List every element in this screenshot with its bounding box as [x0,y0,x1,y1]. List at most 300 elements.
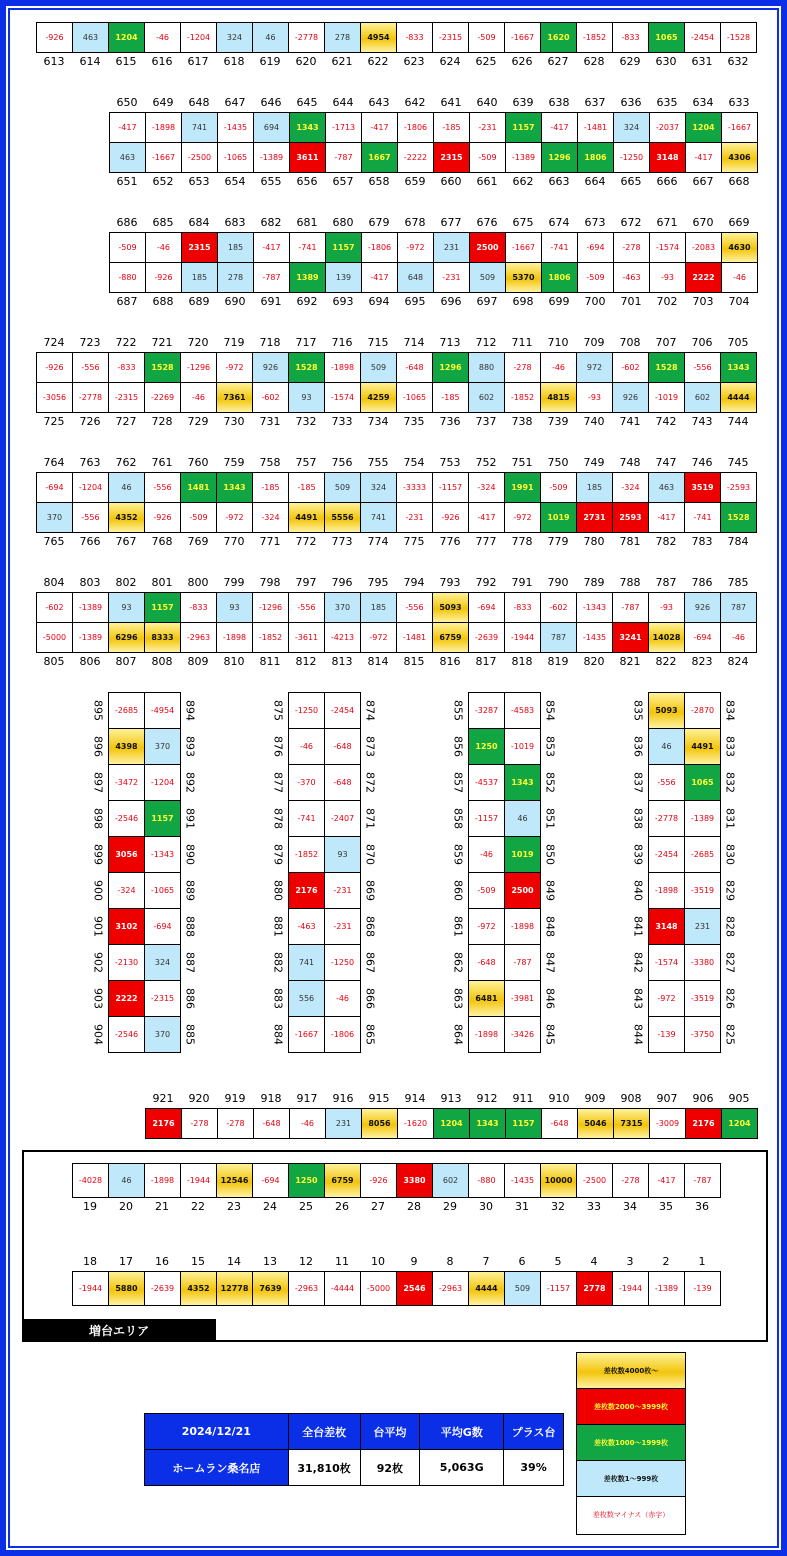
machine-number: 754 [403,455,425,469]
machine-cell: 972 [576,352,613,383]
machine-number: 890 [183,843,197,865]
machine-cell: 509 [360,352,397,383]
machine-cell: -509 [468,22,505,53]
machine-cell: -972 [648,980,685,1017]
machine-number: 617 [187,54,209,68]
machine-cell: -46 [468,836,505,873]
machine-cell: 2500 [504,872,541,909]
extension-area-box [22,1150,768,1342]
machine-cell: -2639 [468,622,505,653]
machine-cell: -926 [144,502,181,533]
machine-cell: 1481 [180,472,217,503]
machine-cell: 5370 [505,262,542,293]
machine-cell: 1250 [288,1163,325,1198]
machine-number: 18 [83,1254,97,1268]
machine-number: 896 [91,735,105,757]
machine-cell: 2222 [685,262,722,293]
machine-number: 661 [476,174,498,188]
machine-cell: 741 [288,944,325,981]
machine-number: 697 [476,294,498,308]
machine-number: 844 [631,1023,645,1045]
machine-cell: -2778 [72,382,109,413]
legend-item-1000: 差枚数1000～1999枚 [577,1425,685,1461]
machine-number: 657 [332,174,354,188]
summary-header-average: 台平均 [360,1414,420,1450]
machine-cell: -1620 [397,1108,434,1139]
machine-number: 34 [623,1199,637,1213]
machine-number: 746 [691,455,713,469]
machine-cell: 1157 [505,112,542,143]
machine-number: 2 [662,1254,670,1268]
machine-cell: 6759 [432,622,469,653]
machine-number: 833 [723,735,737,757]
machine-number: 718 [259,335,281,349]
machine-cell: -1296 [252,592,289,623]
machine-number: 15 [191,1254,205,1268]
machine-number: 919 [224,1091,246,1105]
machine-number: 738 [511,414,533,428]
machine-number: 650 [116,95,138,109]
machine-cell: -509 [577,262,614,293]
machine-cell: 2593 [612,502,649,533]
machine-number: 14 [227,1254,241,1268]
machine-number: 824 [727,654,749,668]
machine-cell: -1065 [217,142,254,173]
summary-value-average: 92枚 [360,1450,420,1486]
machine-number: 676 [476,215,498,229]
machine-number: 854 [543,699,557,721]
machine-cell: -93 [648,592,685,623]
machine-cell: -5000 [360,1271,397,1306]
machine-number: 815 [403,654,425,668]
machine-number: 816 [439,654,461,668]
machine-cell: -139 [648,1016,685,1053]
machine-number: 682 [260,215,282,229]
machine-cell: -741 [289,232,326,263]
machine-cell: -46 [145,232,182,263]
machine-cell: 463 [109,142,146,173]
machine-cell: -1944 [504,622,541,653]
machine-cell: -46 [144,22,181,53]
machine-cell: -3519 [684,980,721,1017]
machine-cell: -1852 [576,22,613,53]
machine-cell: 185 [576,472,613,503]
machine-number: 820 [583,654,605,668]
machine-number: 627 [547,54,569,68]
machine-number: 6 [518,1254,526,1268]
machine-cell: 787 [540,622,577,653]
machine-cell: -2454 [684,22,721,53]
machine-number: 772 [295,534,317,548]
machine-number: 12 [299,1254,313,1268]
machine-number: 659 [404,174,426,188]
machine-number: 865 [363,1023,377,1045]
machine-cell: -1481 [396,622,433,653]
machine-number: 618 [223,54,245,68]
machine-number: 733 [331,414,353,428]
machine-number: 726 [79,414,101,428]
machine-number: 3 [626,1254,634,1268]
machine-number: 702 [656,294,678,308]
machine-cell: -3981 [504,980,541,1017]
machine-number: 639 [512,95,534,109]
machine-number: 652 [152,174,174,188]
machine-cell: 2731 [576,502,613,533]
machine-number: 674 [548,215,570,229]
machine-number: 838 [631,807,645,829]
machine-cell: -694 [252,1163,289,1198]
machine-number: 892 [183,771,197,793]
machine-cell: -185 [432,382,469,413]
machine-number: 840 [631,879,645,901]
machine-number: 788 [619,575,641,589]
machine-number: 878 [271,807,285,829]
machine-number: 862 [451,951,465,973]
machine-number: 742 [655,414,677,428]
machine-number: 809 [187,654,209,668]
machine-number: 651 [116,174,138,188]
machine-cell: 1620 [540,22,577,53]
machine-cell: 1528 [288,352,325,383]
machine-number: 739 [547,414,569,428]
machine-number: 750 [547,455,569,469]
machine-cell: 648 [397,262,434,293]
machine-cell: 463 [72,22,109,53]
machine-cell: 926 [612,382,649,413]
summary-header-plus-rate: プラス台 [504,1414,564,1450]
machine-number: 808 [151,654,173,668]
summary-table [144,1413,564,1486]
machine-cell: -324 [108,872,145,909]
machine-cell: -833 [108,352,145,383]
machine-number: 839 [631,843,645,865]
machine-cell: -556 [684,352,721,383]
machine-cell: 93 [324,836,361,873]
machine-number: 762 [115,455,137,469]
machine-number: 751 [511,455,533,469]
machine-number: 624 [439,54,461,68]
machine-number: 880 [271,879,285,901]
machine-cell: -972 [216,502,253,533]
machine-number: 35 [659,1199,673,1213]
machine-cell: 4630 [721,232,758,263]
machine-number: 724 [43,335,65,349]
machine-number: 7 [482,1254,490,1268]
machine-number: 706 [691,335,713,349]
machine-cell: 602 [684,382,721,413]
machine-number: 671 [656,215,678,229]
machine-cell: -1389 [505,142,542,173]
machine-cell: 7361 [216,382,253,413]
machine-number: 711 [511,335,533,349]
machine-number: 698 [512,294,534,308]
machine-number: 800 [187,575,209,589]
machine-cell: 1528 [648,352,685,383]
machine-cell: -139 [684,1271,721,1306]
machine-cell: -1157 [432,472,469,503]
machine-cell: 3148 [648,908,685,945]
machine-number: 620 [295,54,317,68]
machine-cell: -1574 [324,382,361,413]
machine-cell: -1667 [145,142,182,173]
machine-cell: -1852 [252,622,289,653]
machine-cell: 694 [253,112,290,143]
machine-cell: -2546 [108,800,145,837]
machine-number: 654 [224,174,246,188]
machine-number: 17 [119,1254,133,1268]
machine-cell: -1481 [577,112,614,143]
machine-cell: -1019 [504,728,541,765]
machine-cell: -278 [181,1108,218,1139]
machine-cell: -4444 [324,1271,361,1306]
machine-number: 29 [443,1199,457,1213]
machine-number: 728 [151,414,173,428]
machine-cell: 1343 [720,352,757,383]
machine-number: 16 [155,1254,169,1268]
machine-number: 799 [223,575,245,589]
summary-header-avg-games: 平均G数 [420,1414,504,1450]
machine-cell: -556 [72,502,109,533]
machine-number: 748 [619,455,641,469]
machine-cell: -417 [253,232,290,263]
machine-cell: 2500 [469,232,506,263]
machine-number: 20 [119,1199,133,1213]
machine-number: 631 [691,54,713,68]
machine-cell: -463 [613,262,650,293]
machine-number: 691 [260,294,282,308]
machine-cell: -3750 [684,1016,721,1053]
machine-cell: -972 [468,908,505,945]
machine-number: 807 [115,654,137,668]
machine-number: 10 [371,1254,385,1268]
machine-number: 858 [451,807,465,829]
machine-cell: 1343 [504,764,541,801]
machine-cell: -1065 [144,872,181,909]
machine-number: 741 [619,414,641,428]
machine-cell: 370 [36,502,73,533]
machine-number: 680 [332,215,354,229]
machine-number: 752 [475,455,497,469]
machine-number: 715 [367,335,389,349]
machine-cell: 46 [504,800,541,837]
machine-number: 787 [655,575,677,589]
machine-number: 642 [404,95,426,109]
machine-cell: 1157 [144,800,181,837]
machine-cell: 12778 [216,1271,253,1306]
machine-number: 902 [91,951,105,973]
machine-number: 753 [439,455,461,469]
machine-cell: -3287 [468,692,505,729]
machine-cell: -972 [397,232,434,263]
machine-number: 778 [511,534,533,548]
machine-number: 669 [728,215,750,229]
machine-number: 823 [691,654,713,668]
machine-number: 794 [403,575,425,589]
machine-number: 640 [476,95,498,109]
machine-number: 780 [583,534,605,548]
machine-cell: -46 [288,728,325,765]
machine-cell: 2176 [685,1108,722,1139]
machine-cell: 1157 [325,232,362,263]
machine-number: 853 [543,735,557,757]
machine-cell: -1944 [612,1271,649,1306]
machine-number: 701 [620,294,642,308]
machine-cell: 4491 [288,502,325,533]
machine-cell: 46 [648,728,685,765]
machine-number: 730 [223,414,245,428]
machine-cell: -2454 [648,836,685,873]
machine-cell: 2176 [145,1108,182,1139]
machine-number: 797 [295,575,317,589]
machine-number: 821 [619,654,641,668]
machine-cell: -417 [648,502,685,533]
machine-cell: 1528 [720,502,757,533]
machine-cell: -1343 [576,592,613,623]
machine-cell: 46 [252,22,289,53]
machine-number: 23 [227,1199,241,1213]
machine-number: 31 [515,1199,529,1213]
machine-cell: -1435 [217,112,254,143]
machine-cell: -2685 [684,836,721,873]
machine-cell: -2315 [432,22,469,53]
machine-number: 628 [583,54,605,68]
machine-number: 796 [331,575,353,589]
machine-number: 690 [224,294,246,308]
machine-number: 24 [263,1199,277,1213]
machine-number: 775 [403,534,425,548]
machine-number: 722 [115,335,137,349]
machine-number: 681 [296,215,318,229]
machine-cell: -880 [109,262,146,293]
machine-cell: 509 [469,262,506,293]
machine-number: 904 [91,1023,105,1045]
machine-cell: -5000 [36,622,73,653]
machine-number: 621 [331,54,353,68]
machine-cell: 1667 [361,142,398,173]
machine-cell: -417 [648,1163,685,1198]
machine-cell: 231 [325,1108,362,1139]
machine-number: 622 [367,54,389,68]
machine-cell: -1667 [721,112,758,143]
machine-cell: 231 [433,232,470,263]
machine-number: 696 [440,294,462,308]
machine-number: 897 [91,771,105,793]
machine-number: 785 [727,575,749,589]
machine-number: 777 [475,534,497,548]
machine-cell: 2222 [108,980,145,1017]
machine-number: 19 [83,1199,97,1213]
machine-cell: -2222 [397,142,434,173]
machine-number: 828 [723,915,737,937]
machine-cell: -370 [288,764,325,801]
machine-cell: -648 [396,352,433,383]
machine-cell: -694 [468,592,505,623]
machine-cell: 556 [288,980,325,1017]
machine-number: 912 [476,1091,498,1105]
machine-cell: -417 [109,112,146,143]
machine-number: 613 [43,54,65,68]
machine-number: 4 [590,1254,598,1268]
machine-cell: 10000 [540,1163,577,1198]
machine-cell: -833 [504,592,541,623]
machine-cell: -324 [468,472,505,503]
machine-cell: 6759 [324,1163,361,1198]
machine-number: 910 [548,1091,570,1105]
machine-number: 921 [152,1091,174,1105]
machine-number: 870 [363,843,377,865]
machine-cell: -787 [612,592,649,623]
machine-number: 804 [43,575,65,589]
machine-number: 734 [367,414,389,428]
machine-number: 915 [368,1091,390,1105]
machine-cell: 741 [360,502,397,533]
machine-cell: -1343 [144,836,181,873]
machine-number: 782 [655,534,677,548]
machine-cell: -1667 [505,232,542,263]
machine-number: 803 [79,575,101,589]
machine-number: 653 [188,174,210,188]
machine-number: 767 [115,534,137,548]
machine-number: 658 [368,174,390,188]
machine-number: 867 [363,951,377,973]
machine-number: 685 [152,215,174,229]
machine-number: 710 [547,335,569,349]
machine-cell: 602 [432,1163,469,1198]
machine-cell: -648 [468,944,505,981]
machine-cell: -2778 [288,22,325,53]
machine-cell: -231 [469,112,506,143]
machine-cell: -787 [684,1163,721,1198]
machine-number: 614 [79,54,101,68]
machine-cell: 324 [613,112,650,143]
summary-value-avg-games: 5,063G [420,1450,504,1486]
machine-number: 615 [115,54,137,68]
machine-number: 672 [620,215,642,229]
machine-number: 835 [631,699,645,721]
machine-cell: -1250 [288,692,325,729]
machine-cell: 93 [288,382,325,413]
machine-cell: 370 [144,728,181,765]
machine-cell: 1019 [540,502,577,533]
machine-cell: -1806 [361,232,398,263]
machine-cell: -4213 [324,622,361,653]
machine-cell: 4954 [360,22,397,53]
machine-number: 737 [475,414,497,428]
machine-cell: -1944 [72,1271,109,1306]
machine-cell: 2546 [396,1271,433,1306]
machine-cell: -278 [504,352,541,383]
machine-number: 894 [183,699,197,721]
machine-number: 805 [43,654,65,668]
machine-number: 817 [475,654,497,668]
machine-cell: -648 [541,1108,578,1139]
machine-cell: -1852 [288,836,325,873]
machine-cell: -3333 [396,472,433,503]
machine-cell: 5093 [648,692,685,729]
machine-cell: -2685 [108,692,145,729]
machine-cell: -787 [325,142,362,173]
summary-date: 2024/12/21 [145,1414,289,1450]
machine-cell: -926 [36,22,73,53]
machine-number: 857 [451,771,465,793]
machine-number: 731 [259,414,281,428]
machine-number: 649 [152,95,174,109]
machine-cell: -2963 [180,622,217,653]
machine-number: 868 [363,915,377,937]
machine-number: 818 [511,654,533,668]
machine-cell: -556 [648,764,685,801]
machine-number: 873 [363,735,377,757]
